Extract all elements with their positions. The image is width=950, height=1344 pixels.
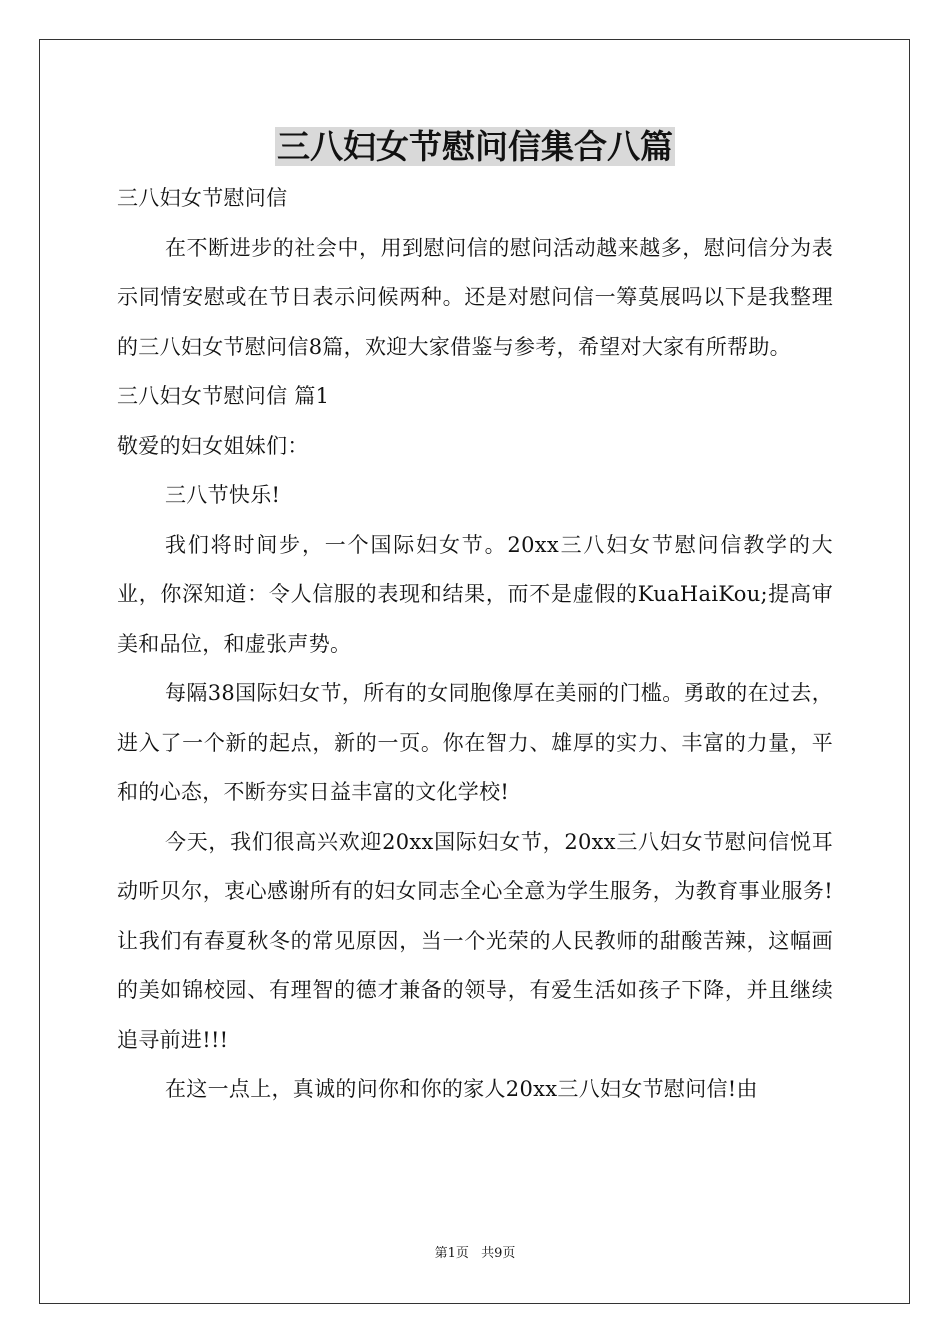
document-body	[117, 174, 833, 1115]
paragraph: 在不断进步的社会中，用到慰问信的慰问活动越来越多，慰问信分为表示同情安慰或在节日表示问候两种。还是对慰问信一筹莫展吗以下是我整理的三八妇女节慰问信8篇，欢迎大家借鉴与参考，希望对大家有所帮助。	[117, 235, 833, 359]
page-footer	[0, 1244, 950, 1264]
page-number: 第1页	[434, 1246, 469, 1261]
paragraph: 我们将时间步，一个国际妇女节。20xx三八妇女节慰问信教学的大业，你深知道：令人信服的表现和结果，而不是虚假的KuaHaiKou;提高审美和品位，和虚张声势。	[117, 532, 833, 656]
document-title-text: 三八妇女节慰问信集合八篇	[277, 127, 673, 166]
page-total: 共9页	[481, 1246, 516, 1261]
document-title	[0, 122, 950, 172]
paragraph: 敬爱的妇女姐妹们：	[117, 433, 309, 458]
paragraph: 三八妇女节慰问信	[117, 186, 288, 210]
paragraph: 三八妇女节慰问信 篇1	[117, 384, 330, 408]
paragraph: 在这一点上，真诚的问你和你的家人20xx三八妇女节慰问信!由	[165, 1077, 758, 1101]
paragraph: 每隔38国际妇女节，所有的女同胞像厚在美丽的门槛。勇敢的在过去，进入了一个新的起点，新的一页。你在智力、雄厚的实力、丰富的力量，平和的心态，不断夯实日益丰富的文化学校!	[117, 681, 833, 804]
paragraph: 三八节快乐!	[165, 483, 281, 507]
paragraph: 今天，我们很高兴欢迎20xx国际妇女节，20xx三八妇女节慰问信悦耳动听贝尔，衷心感谢所有的妇女同志全心全意为学生服务，为教育事业服务!让我们有春夏秋冬的常见原因，当一个光荣的人民教师的甜酸苦辣，这幅画的美如锦校园、有理智的德才兼备的领导，有爱生活如孩子下降，并且继续追寻前进!!!	[117, 829, 833, 1052]
